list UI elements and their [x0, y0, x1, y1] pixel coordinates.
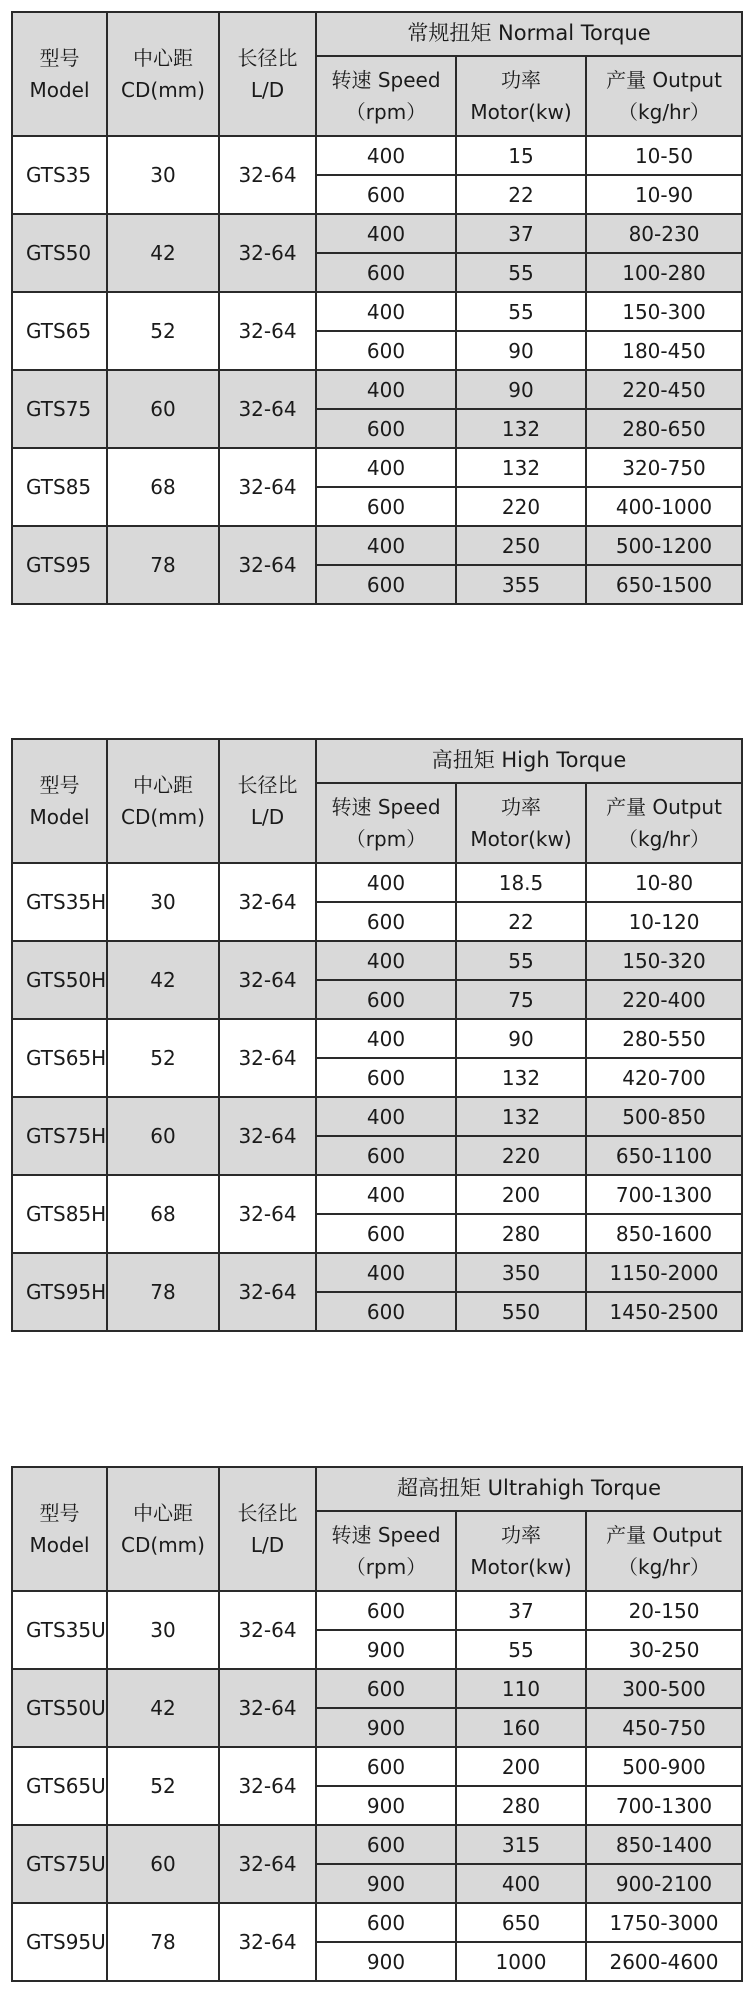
table-row: [12, 370, 742, 409]
center-distance-cell: 60: [107, 1825, 219, 1903]
speed-header: 转速 Speed （rpm）: [316, 1511, 456, 1591]
ld-ratio-cell: 32-64: [219, 1175, 316, 1253]
ld-ratio-cell: 32-64: [219, 1669, 316, 1747]
center-distance-cell: 52: [107, 292, 219, 370]
speed-cell: 400: [316, 292, 456, 331]
model-cell: GTS65H: [12, 1019, 107, 1097]
output-cell: 280-650: [586, 409, 742, 448]
table-row: [12, 526, 742, 565]
ld-ratio-cell: 32-64: [219, 448, 316, 526]
output-cell: 700-1300: [586, 1786, 742, 1825]
motor-power-cell: 132: [456, 409, 586, 448]
motor-power-cell: 315: [456, 1825, 586, 1864]
table-row: [12, 1591, 742, 1630]
speed-cell: 400: [316, 941, 456, 980]
output-cell: 280-550: [586, 1019, 742, 1058]
motor-power-cell: 132: [456, 448, 586, 487]
motor-power-cell: 37: [456, 1591, 586, 1630]
center-distance-cell: 30: [107, 863, 219, 941]
output-cell: 10-90: [586, 175, 742, 214]
motor-power-cell: 1000: [456, 1942, 586, 1981]
speed-cell: 400: [316, 1175, 456, 1214]
ld-ratio-cell: 32-64: [219, 1747, 316, 1825]
ld-ratio-cell: 32-64: [219, 370, 316, 448]
output-cell: 10-50: [586, 136, 742, 175]
output-cell: 900-2100: [586, 1864, 742, 1903]
motor-power-cell: 132: [456, 1058, 586, 1097]
speed-cell: 600: [316, 1591, 456, 1630]
output-cell: 150-300: [586, 292, 742, 331]
motor-power-cell: 250: [456, 526, 586, 565]
motor-power-cell: 220: [456, 487, 586, 526]
motor-power-cell: 22: [456, 902, 586, 941]
motor-power-cell: 55: [456, 292, 586, 331]
speed-cell: 600: [316, 1747, 456, 1786]
center-distance-cell: 68: [107, 448, 219, 526]
motor-header: 功率 Motor(kw): [456, 783, 586, 863]
motor-power-cell: 55: [456, 253, 586, 292]
output-cell: 1150-2000: [586, 1253, 742, 1292]
ld-ratio-cell: 32-64: [219, 1903, 316, 1981]
output-cell: 650-1100: [586, 1136, 742, 1175]
speed-cell: 400: [316, 1019, 456, 1058]
output-cell: 320-750: [586, 448, 742, 487]
model-header: 型号 Model: [12, 12, 107, 136]
speed-cell: 400: [316, 214, 456, 253]
output-header: 产量 Output （kg/hr）: [586, 1511, 742, 1591]
motor-power-cell: 75: [456, 980, 586, 1019]
speed-header: 转速 Speed （rpm）: [316, 56, 456, 136]
output-cell: 850-1400: [586, 1825, 742, 1864]
ld-ratio-cell: 32-64: [219, 863, 316, 941]
motor-power-cell: 90: [456, 370, 586, 409]
center-distance-cell: 78: [107, 1253, 219, 1331]
motor-power-cell: 200: [456, 1747, 586, 1786]
speed-cell: 600: [316, 1903, 456, 1942]
center-distance-cell: 68: [107, 1175, 219, 1253]
speed-cell: 600: [316, 409, 456, 448]
normal-torque-table: [11, 11, 743, 605]
center-distance-cell: 78: [107, 526, 219, 604]
motor-power-cell: 55: [456, 1630, 586, 1669]
motor-power-cell: 110: [456, 1669, 586, 1708]
model-cell: GTS50H: [12, 941, 107, 1019]
output-cell: 450-750: [586, 1708, 742, 1747]
model-cell: GTS85H: [12, 1175, 107, 1253]
output-cell: 500-1200: [586, 526, 742, 565]
speed-cell: 900: [316, 1942, 456, 1981]
motor-power-cell: 132: [456, 1097, 586, 1136]
model-cell: GTS75H: [12, 1097, 107, 1175]
speed-cell: 600: [316, 1825, 456, 1864]
motor-power-cell: 350: [456, 1253, 586, 1292]
output-cell: 10-80: [586, 863, 742, 902]
model-cell: GTS35: [12, 136, 107, 214]
ld-ratio-cell: 32-64: [219, 1253, 316, 1331]
center-distance-cell: 42: [107, 214, 219, 292]
center-distance-cell: 52: [107, 1019, 219, 1097]
center-distance-cell: 42: [107, 1669, 219, 1747]
speed-cell: 400: [316, 1097, 456, 1136]
ld-ratio-header: 长径比 L/D: [219, 1467, 316, 1591]
motor-power-cell: 280: [456, 1214, 586, 1253]
table-row: [12, 863, 742, 902]
speed-cell: 900: [316, 1708, 456, 1747]
speed-cell: 400: [316, 448, 456, 487]
motor-power-cell: 280: [456, 1786, 586, 1825]
motor-power-cell: 55: [456, 941, 586, 980]
speed-cell: 600: [316, 565, 456, 604]
output-cell: 180-450: [586, 331, 742, 370]
ld-ratio-header: 长径比 L/D: [219, 739, 316, 863]
ld-ratio-cell: 32-64: [219, 214, 316, 292]
model-cell: GTS95U: [12, 1903, 107, 1981]
table-row: [12, 941, 742, 980]
model-header: 型号 Model: [12, 739, 107, 863]
speed-cell: 900: [316, 1864, 456, 1903]
output-cell: 850-1600: [586, 1214, 742, 1253]
table-row: [12, 1175, 742, 1214]
output-cell: 10-120: [586, 902, 742, 941]
model-cell: GTS35H: [12, 863, 107, 941]
table-row: [12, 448, 742, 487]
motor-power-cell: 650: [456, 1903, 586, 1942]
speed-cell: 600: [316, 253, 456, 292]
model-cell: GTS75U: [12, 1825, 107, 1903]
speed-cell: 600: [316, 487, 456, 526]
motor-power-cell: 18.5: [456, 863, 586, 902]
model-cell: GTS65: [12, 292, 107, 370]
table-row: [12, 292, 742, 331]
speed-cell: 600: [316, 175, 456, 214]
model-cell: GTS95H: [12, 1253, 107, 1331]
model-header: 型号 Model: [12, 1467, 107, 1591]
ld-ratio-cell: 32-64: [219, 1097, 316, 1175]
output-cell: 1750-3000: [586, 1903, 742, 1942]
center-distance-cell: 30: [107, 1591, 219, 1669]
table-row: [12, 136, 742, 175]
center-distance-cell: 60: [107, 1097, 219, 1175]
motor-header: 功率 Motor(kw): [456, 1511, 586, 1591]
speed-header: 转速 Speed （rpm）: [316, 783, 456, 863]
center-distance-header: 中心距 CD(mm): [107, 12, 219, 136]
speed-cell: 400: [316, 526, 456, 565]
speed-cell: 900: [316, 1630, 456, 1669]
table-row: [12, 1747, 742, 1786]
speed-cell: 600: [316, 1058, 456, 1097]
ld-ratio-cell: 32-64: [219, 1825, 316, 1903]
ld-ratio-cell: 32-64: [219, 136, 316, 214]
motor-power-cell: 37: [456, 214, 586, 253]
motor-power-cell: 90: [456, 331, 586, 370]
table-row: [12, 1097, 742, 1136]
speed-cell: 600: [316, 1214, 456, 1253]
motor-power-cell: 15: [456, 136, 586, 175]
table-row: [12, 1825, 742, 1864]
ld-ratio-cell: 32-64: [219, 526, 316, 604]
motor-header: 功率 Motor(kw): [456, 56, 586, 136]
motor-power-cell: 160: [456, 1708, 586, 1747]
output-cell: 500-900: [586, 1747, 742, 1786]
table-row: [12, 214, 742, 253]
model-cell: GTS65U: [12, 1747, 107, 1825]
speed-cell: 600: [316, 1669, 456, 1708]
speed-cell: 900: [316, 1786, 456, 1825]
motor-power-cell: 22: [456, 175, 586, 214]
output-cell: 420-700: [586, 1058, 742, 1097]
center-distance-cell: 60: [107, 370, 219, 448]
center-distance-cell: 78: [107, 1903, 219, 1981]
ld-ratio-header: 长径比 L/D: [219, 12, 316, 136]
motor-power-cell: 200: [456, 1175, 586, 1214]
table-row: [12, 1253, 742, 1292]
speed-cell: 600: [316, 331, 456, 370]
center-distance-cell: 52: [107, 1747, 219, 1825]
torque-group-title: 超高扭矩 Ultrahigh Torque: [316, 1467, 742, 1511]
speed-cell: 600: [316, 1292, 456, 1331]
model-cell: GTS75: [12, 370, 107, 448]
output-cell: 1450-2500: [586, 1292, 742, 1331]
model-cell: GTS50U: [12, 1669, 107, 1747]
output-cell: 500-850: [586, 1097, 742, 1136]
speed-cell: 400: [316, 136, 456, 175]
output-cell: 30-250: [586, 1630, 742, 1669]
output-cell: 650-1500: [586, 565, 742, 604]
speed-cell: 400: [316, 370, 456, 409]
output-cell: 150-320: [586, 941, 742, 980]
model-cell: GTS95: [12, 526, 107, 604]
model-cell: GTS50: [12, 214, 107, 292]
speed-cell: 600: [316, 902, 456, 941]
center-distance-header: 中心距 CD(mm): [107, 739, 219, 863]
motor-power-cell: 220: [456, 1136, 586, 1175]
torque-group-title: 高扭矩 High Torque: [316, 739, 742, 783]
high-torque-table: [11, 738, 743, 1332]
motor-power-cell: 550: [456, 1292, 586, 1331]
output-cell: 80-230: [586, 214, 742, 253]
table-row: [12, 1019, 742, 1058]
ld-ratio-cell: 32-64: [219, 1019, 316, 1097]
table-row: [12, 1903, 742, 1942]
output-header: 产量 Output （kg/hr）: [586, 56, 742, 136]
torque-group-title: 常规扭矩 Normal Torque: [316, 12, 742, 56]
model-cell: GTS85: [12, 448, 107, 526]
center-distance-cell: 30: [107, 136, 219, 214]
speed-cell: 400: [316, 1253, 456, 1292]
motor-power-cell: 90: [456, 1019, 586, 1058]
motor-power-cell: 400: [456, 1864, 586, 1903]
output-cell: 400-1000: [586, 487, 742, 526]
ld-ratio-cell: 32-64: [219, 292, 316, 370]
model-cell: GTS35U: [12, 1591, 107, 1669]
output-cell: 100-280: [586, 253, 742, 292]
speed-cell: 600: [316, 1136, 456, 1175]
output-cell: 700-1300: [586, 1175, 742, 1214]
table-row: [12, 1669, 742, 1708]
output-cell: 2600-4600: [586, 1942, 742, 1981]
center-distance-cell: 42: [107, 941, 219, 1019]
center-distance-header: 中心距 CD(mm): [107, 1467, 219, 1591]
ld-ratio-cell: 32-64: [219, 1591, 316, 1669]
output-cell: 220-450: [586, 370, 742, 409]
speed-cell: 400: [316, 863, 456, 902]
motor-power-cell: 355: [456, 565, 586, 604]
ld-ratio-cell: 32-64: [219, 941, 316, 1019]
output-header: 产量 Output （kg/hr）: [586, 783, 742, 863]
output-cell: 20-150: [586, 1591, 742, 1630]
output-cell: 300-500: [586, 1669, 742, 1708]
speed-cell: 600: [316, 980, 456, 1019]
output-cell: 220-400: [586, 980, 742, 1019]
ultrahigh-torque-table: [11, 1466, 743, 1982]
